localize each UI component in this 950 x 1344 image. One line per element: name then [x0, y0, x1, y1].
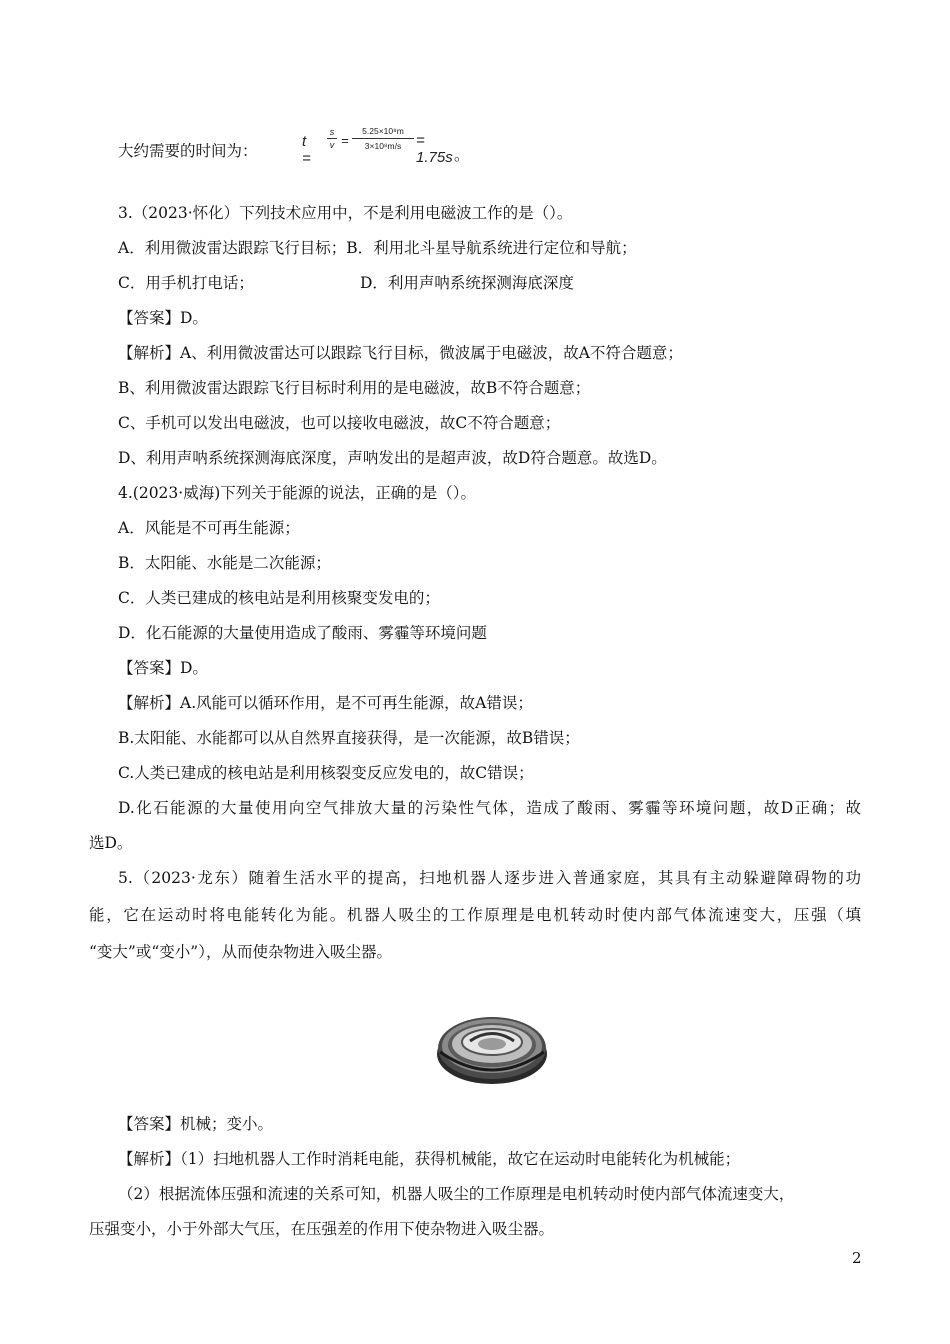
q4-stem: 4.(2023·威海)下列关于能源的说法，正确的是（）。: [118, 484, 477, 502]
q4-option: A．风能是不可再生能源；: [118, 519, 300, 537]
q5-analysis-line: （2）根据流体压强和流速的关系可知，机器人吸尘的工作原理是电机转动时使内部气体流速变大，: [118, 1185, 795, 1203]
q3-analysis-line: B、利用微波雷达跟踪飞行目标时利用的是电磁波，故B不符合题意；: [118, 379, 591, 397]
q3-option-d: D．利用声呐系统探测海底深度: [360, 274, 574, 292]
formula-fraction-values: [352, 124, 414, 153]
robot-vacuum-image: [436, 1008, 548, 1086]
q5-stem-line: 5.（2023·龙东）随着生活水平的提高，扫地机器人逐步进入普通家庭，其具有主动躲避障碍物的功: [118, 869, 861, 887]
formula-denominator-speed: 3×10⁸m/s: [352, 138, 414, 153]
q3-analysis-line: 【解析】A、利用微波雷达可以跟踪飞行目标，微波属于电磁波，故A不符合题意；: [118, 344, 683, 362]
q3-option-c: C．用手机打电话；: [118, 274, 254, 292]
q4-analysis-line: 选D。: [89, 834, 133, 852]
formula-numerator-s: s: [329, 127, 335, 137]
q3-answer: 【答案】D。: [118, 309, 208, 327]
formula-intro: 大约需要的时间为：: [118, 142, 258, 160]
q3-analysis-line: D、利用声呐系统探测海底深度，声呐发出的是超声波，故D符合题意。故选D。: [118, 449, 667, 467]
q3-stem: 3.（2023·怀化）下列技术应用中，不是利用电磁波工作的是（）。: [118, 204, 573, 222]
formula-end: 。: [454, 146, 470, 164]
formula-result: = 1.75s: [416, 132, 453, 166]
q4-option: C．人类已建成的核电站是利用核聚变发电的；: [118, 589, 440, 607]
q5-analysis-line: 【解析】（1）扫地机器人工作时消耗电能，获得机械能，故它在运动时电能转化为机械能；: [118, 1150, 741, 1168]
q3-analysis-line: C、手机可以发出电磁波，也可以接收电磁波，故C不符合题意；: [118, 414, 561, 432]
q4-analysis-line: 【解析】A.风能可以循环作用，是不可再生能源，故A错误；: [118, 694, 533, 712]
q4-analysis-line: C.人类已建成的核电站是利用核裂变反应发电的，故C错误；: [118, 764, 534, 782]
formula-denominator-v: v: [327, 138, 337, 151]
q3-options-ab: A．利用微波雷达跟踪飞行目标；B．利用北斗星导航系统进行定位和导航；: [118, 239, 637, 257]
q4-analysis-line: D.化石能源的大量使用向空气排放大量的污染性气体，造成了酸雨、雾霾等环境问题，故D正确；故: [118, 799, 861, 817]
q5-stem-line: 能，它在运动时将电能转化为能。机器人吸尘的工作原理是电机转动时使内部气体流速变大，压强（填: [89, 906, 861, 924]
q4-analysis-line: B.太阳能、水能都可以从自然界直接获得，是一次能源，故B错误；: [118, 729, 580, 747]
q4-answer: 【答案】D。: [118, 659, 208, 677]
q5-answer: 【答案】机械；变小。: [118, 1115, 274, 1133]
q4-option: B．太阳能、水能是二次能源；: [118, 554, 331, 572]
formula-fraction-s-over-v: [327, 126, 337, 151]
formula-numerator-distance: 5.25×10⁸m: [362, 126, 404, 136]
formula-lhs: t =: [302, 133, 311, 167]
q4-option: D．化石能源的大量使用造成了酸雨、雾霾等环境问题: [118, 624, 487, 642]
page-number: 2: [852, 1249, 862, 1267]
q5-stem-line: “变大”或“变小”），从而使杂物进入吸尘器。: [89, 943, 392, 961]
q5-analysis-line: 压强变小，小于外部大气压，在压强差的作用下使杂物进入吸尘器。: [89, 1220, 555, 1238]
formula-equals: =: [341, 133, 349, 148]
